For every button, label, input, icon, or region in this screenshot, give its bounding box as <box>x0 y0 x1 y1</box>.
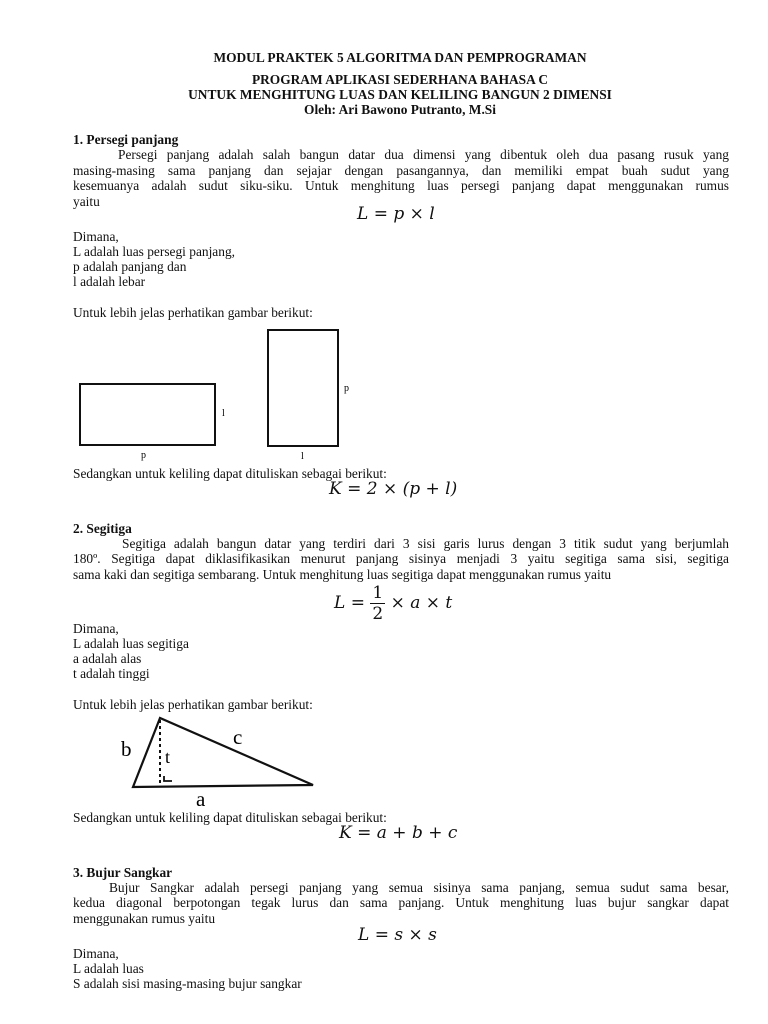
section-1-keliling-intro: Sedangkan untuk keliling dapat dituliskan sebagai berikut: <box>73 466 387 481</box>
section-2-para-line-3: sama kaki dan segitiga sembarang. Untuk menghitung luas segitiga dapat menggunakan rumus yaitu <box>73 567 612 582</box>
label-p: p <box>141 450 146 461</box>
section-1-para-line-3: kesemuanya adalah sudut siku-siku. Untuk menghitung luas persegi panjang dapat menggunakan rumus <box>73 178 729 193</box>
section-3-def-2: S adalah sisi masing-masing bujur sangkar <box>73 976 302 991</box>
label-t: t <box>165 747 171 767</box>
section-3-def-1: L adalah luas <box>73 961 144 976</box>
section-3-para-line-2: kedua diagonal berpotongan tegak lurus dan sama panjang. Untuk menghitung luas bujur sangkar dapat <box>73 895 729 910</box>
section-1-def-3: l adalah lebar <box>73 274 146 289</box>
author-line: Oleh: Ari Bawono Putranto, M.Si <box>304 102 496 117</box>
section-2-heading: 2. Segitiga <box>73 521 132 536</box>
section-1-def-1: L adalah luas persegi panjang, <box>73 244 235 259</box>
label-p-vertical: p <box>344 383 349 394</box>
formula-luas-persegi-panjang: L = p × l <box>357 204 435 224</box>
formula-rhs: × a × t <box>390 593 453 613</box>
section-2-def-3: t adalah tinggi <box>73 666 150 681</box>
section-3-para-line-3: menggunakan rumus yaitu <box>73 911 216 926</box>
section-2-para-line-2: 180º. Segitiga dapat diklasifikasikan menurut panjang sisinya menjadi 3 yaitu segitiga sama sisi, segitiga <box>73 551 729 566</box>
fraction-denominator: 2 <box>372 604 384 624</box>
section-1-para-line-2: masing-masing sama panjang dan sejajar dengan pasangannya, dan memiliki empat buah sudut yang <box>73 163 729 178</box>
title-line-3: UNTUK MENGHITUNG LUAS DAN KELILING BANGUN 2 DIMENSI <box>188 87 612 102</box>
section-1-see-figure: Untuk lebih jelas perhatikan gambar berikut: <box>73 305 313 320</box>
section-2-def-2: a adalah alas <box>73 651 142 666</box>
horizontal-rectangle <box>80 384 215 445</box>
section-2-see-figure: Untuk lebih jelas perhatikan gambar berikut: <box>73 697 313 712</box>
section-1-heading: 1. Persegi panjang <box>73 132 179 147</box>
section-1-para-line-4: yaitu <box>73 194 100 209</box>
formula-lhs: L = <box>334 593 365 613</box>
section-3-dimana: Dimana, <box>73 946 119 961</box>
section-3-para-line-1: Bujur Sangkar adalah persegi panjang yang semua sisinya sama panjang, semua sudut sama besar, <box>109 880 729 895</box>
fraction-numerator: 1 <box>372 583 384 603</box>
section-3-heading: 3. Bujur Sangkar <box>73 865 173 880</box>
triangle <box>133 718 313 787</box>
right-angle-mark <box>164 776 172 781</box>
section-1-def-2: p adalah panjang dan <box>73 259 187 274</box>
formula-keliling-segitiga: K = a + b + c <box>339 823 458 843</box>
vertical-rectangle <box>268 330 338 446</box>
section-1-dimana: Dimana, <box>73 229 119 244</box>
section-2-def-1: L adalah luas segitiga <box>73 636 189 651</box>
label-l-vertical: l <box>301 451 304 462</box>
label-b: b <box>121 737 132 761</box>
formula-luas-bujur-sangkar: L = s × s <box>358 925 437 945</box>
formula-keliling-persegi-panjang: K = 2 × (p + l) <box>329 479 458 499</box>
label-l: l <box>222 408 225 419</box>
formula-luas-segitiga <box>334 583 452 624</box>
label-a: a <box>196 787 206 811</box>
title-line-2: PROGRAM APLIKASI SEDERHANA BAHASA C <box>251 72 549 87</box>
section-2-para-line-1: Segitiga adalah bangun datar yang terdiri dari 3 sisi garis lurus dengan 3 titik sudut yang berjumlah <box>122 536 729 551</box>
triangle-figure <box>121 718 313 811</box>
section-1-para-line-1: Persegi panjang adalah salah bangun datar dua dimensi yang dibentuk oleh dua pasang rusuk yang <box>118 147 729 162</box>
title-line-1: MODUL PRAKTEK 5 ALGORITMA DAN PEMPROGRAMAN <box>213 50 587 65</box>
section-2-keliling-intro: Sedangkan untuk keliling dapat dituliskan sebagai berikut: <box>73 810 387 825</box>
section-2-dimana: Dimana, <box>73 621 119 636</box>
fraction-half <box>370 583 385 624</box>
label-c: c <box>233 725 243 749</box>
